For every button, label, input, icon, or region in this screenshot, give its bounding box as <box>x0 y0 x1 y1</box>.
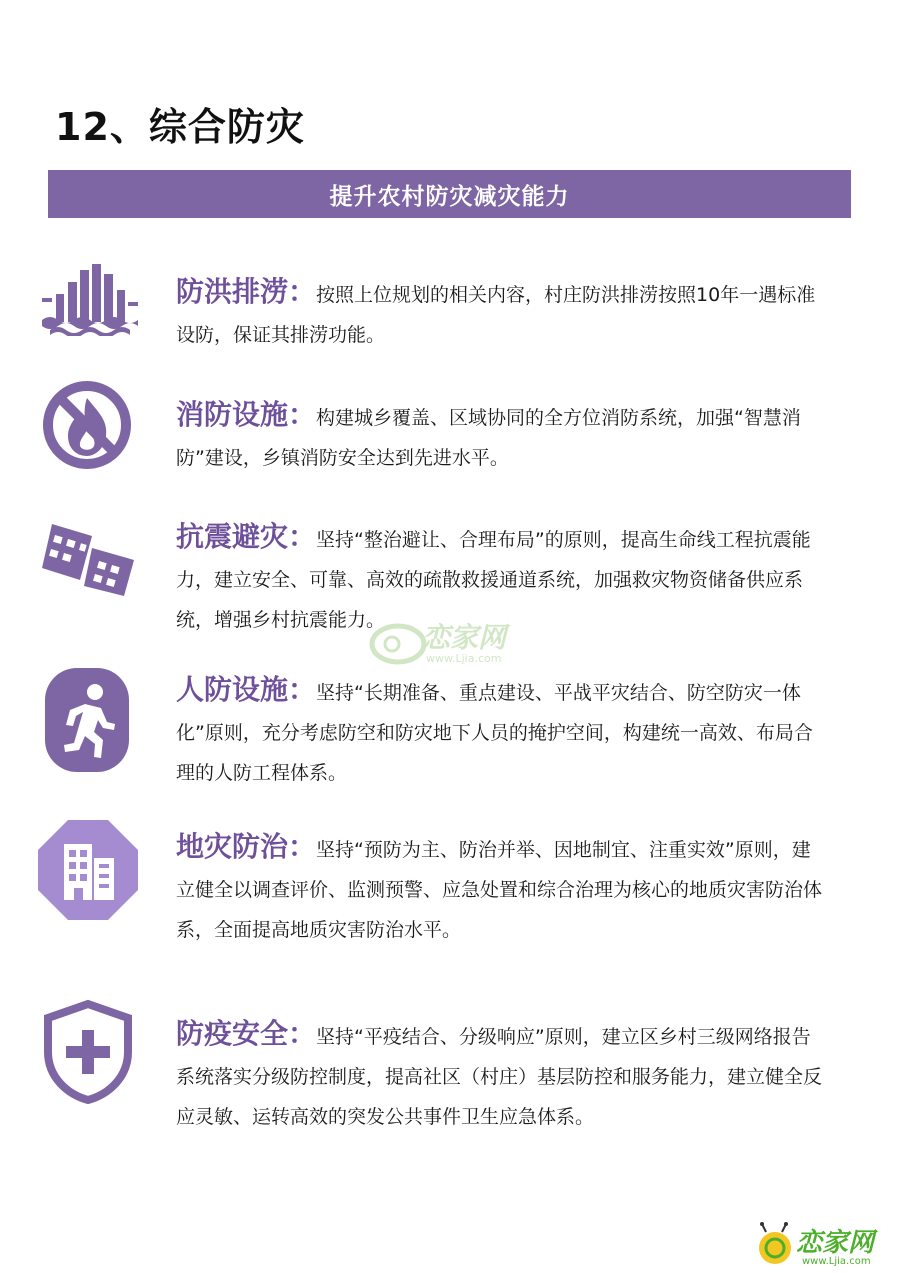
item-body: 坚持“长期准备、重点建设、平战平灾结合、防空防灾一体化”原则，充分考虑防空和防灾地下人员的掩护空间，构建统一高效、布局合理的人防工程体系。 <box>176 682 813 784</box>
emergency-exit-runner-icon <box>45 668 129 772</box>
item-heading: 消防设施： <box>176 398 317 431</box>
watermark-brand: 恋家网 <box>422 621 507 654</box>
watermark-url: www.Ljia.com <box>426 652 502 665</box>
item-body: 构建城乡覆盖、区域协同的全方位消防系统，加强“智慧消防”建设，乡镇消防安全达到先进水平。 <box>176 407 801 469</box>
item-body: 坚持“平疫结合、分级响应”原则，建立区乡村三级网络报告系统落实分级防控制度，提高社区（村庄）基层防控和服务能力，建立健全反应灵敏、运转高效的突发公共事件卫生应急体系。 <box>176 1026 823 1128</box>
snail-mascot-icon <box>752 1222 798 1266</box>
item-fire <box>176 395 826 478</box>
item-heading: 抗震避灾： <box>176 520 317 553</box>
item-body: 按照上位规划的相关内容，村庄防洪排涝按照10年一遇标准设防，保证其排涝功能。 <box>176 284 816 346</box>
item-body: 坚持“整治避让、合理布局”的原则，提高生命线工程抗震能力，建立安全、可靠、高效的疏散救援通道系统，加强救灾物资储备供应系统，增强乡村抗震能力。 <box>176 529 811 631</box>
item-heading: 地灾防治： <box>176 830 317 863</box>
item-flood <box>176 272 826 355</box>
shield-cross-icon <box>42 1000 134 1104</box>
item-heading: 防疫安全： <box>176 1017 317 1050</box>
page-title: 12、综合防灾 <box>55 105 305 149</box>
flood-building-icon <box>40 262 140 336</box>
item-heading: 防洪排涝： <box>176 275 317 308</box>
item-geological <box>176 827 826 950</box>
section-banner: 提升农村防灾减灾能力 <box>48 170 851 218</box>
logo-url: www.Ljia.com <box>802 1256 871 1267</box>
brand-logo <box>752 1222 875 1270</box>
logo-brand: 恋家网 <box>796 1228 875 1258</box>
item-civil-defense <box>176 670 826 793</box>
octagon-building-icon <box>38 820 138 920</box>
item-epidemic <box>176 1014 826 1137</box>
collapsing-building-icon <box>40 518 136 598</box>
watermark-logo <box>360 612 540 676</box>
no-fire-icon <box>42 380 132 470</box>
item-body: 坚持“预防为主、防治并举、因地制宜、注重实效”原则，建立健全以调查评价、监测预警、应急处置和综合治理为核心的地质灾害防治体系，全面提高地质灾害防治水平。 <box>176 839 823 941</box>
item-heading: 人防设施： <box>176 673 317 706</box>
